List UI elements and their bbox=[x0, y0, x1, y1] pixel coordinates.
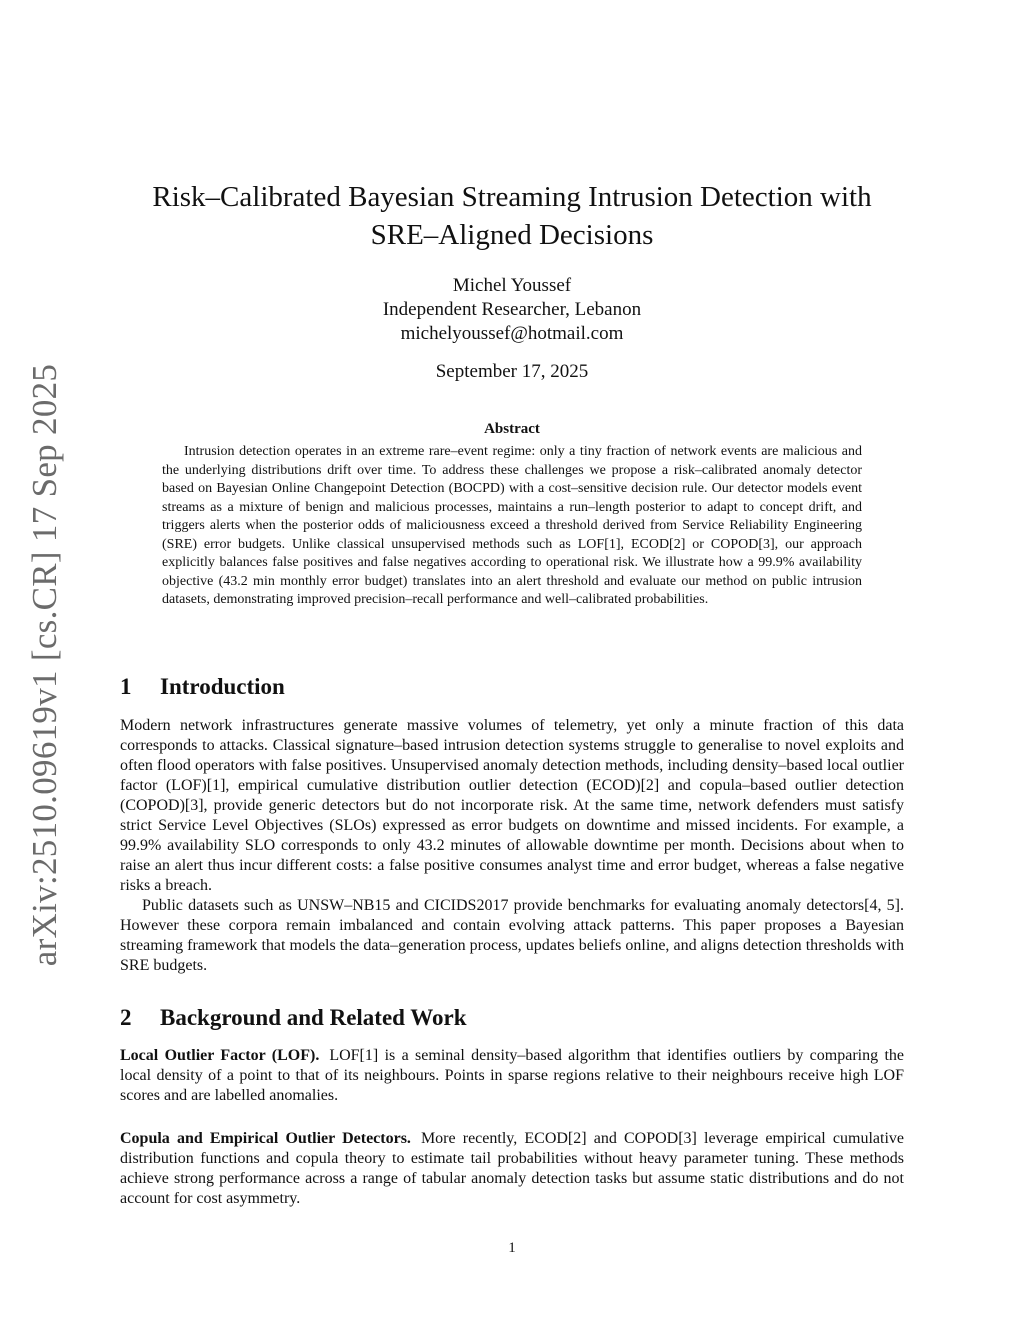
section-title: Background and Related Work bbox=[160, 1005, 467, 1030]
page-number: 1 bbox=[508, 1240, 516, 1256]
intro-paragraph-1: Modern network infrastructures generate massive volumes of telemetry, yet only a minute fraction of this data corresponds to attacks. Classical signature–based intrusion detection systems struggle to generalise to novel exploits and often flood operators with false positives. Unsupervised anomaly detection methods, including density–based local outlier factor (LOF)[1], empirical cumulative distribution outlier detection (ECOD)[2] and copula–based outlier detection (COPOD)[3], provide generic detectors but do not incorporate risk. At the same time, network defenders must satisfy strict Service Level Objectives (SLOs) expressed as error budgets on downtime and missed incidents. For example, a 99.9% availability SLO corresponds to only 43.2 minutes of allowable downtime per month. Decisions about when to raise an alert thus incur different costs: a false positive consumes analyst time and error budget, whereas a false negative risks a breach. bbox=[120, 717, 904, 894]
author-affiliation: Independent Researcher, Lebanon bbox=[382, 299, 642, 320]
copula-paragraph-title: Copula and Empirical Outlier Detectors. bbox=[120, 1130, 411, 1147]
arxiv-stamp bbox=[18, 363, 72, 967]
lof-paragraph bbox=[120, 1046, 904, 1106]
section-title: Introduction bbox=[160, 674, 285, 699]
section-heading-introduction bbox=[120, 673, 904, 701]
intro-paragraph-2: Public datasets such as UNSW–NB15 and CICIDS2017 provide benchmarks for evaluating anomaly detectors[4, 5]. However these corpora remain imbalanced and contain evolving attack patterns. This paper proposes a Bayesian streaming framework that models the data–generation process, updates beliefs online, and aligns detection thresholds with SRE budgets. bbox=[120, 897, 904, 974]
section-heading-background bbox=[120, 1004, 904, 1032]
arxiv-stamp-text: arXiv:2510.09619v1 [cs.CR] 17 Sep 2025 bbox=[25, 363, 65, 967]
paper-date: September 17, 2025 bbox=[435, 361, 589, 382]
author-name: Michel Youssef bbox=[452, 275, 572, 296]
copula-paragraph bbox=[120, 1129, 904, 1209]
abstract-heading: Abstract bbox=[484, 421, 540, 437]
author-block bbox=[120, 274, 904, 346]
paper-title: Risk–Calibrated Bayesian Streaming Intrusion Detection with SRE–Aligned Decisions bbox=[152, 181, 872, 251]
lof-paragraph-title: Local Outlier Factor (LOF). bbox=[120, 1047, 320, 1064]
author-email: michelyoussef@hotmail.com bbox=[400, 323, 624, 344]
section-number: 1 bbox=[120, 674, 132, 699]
copula-paragraph-text: More recently, ECOD[2] and COPOD[3] leverage empirical cumulative distribution functions and copula theory to estimate tail probabilities without heavy parameter tuning. These methods achieve strong performance across a range of tabular anomaly detection tasks but assume static distributions and do not account for cost asymmetry. bbox=[120, 1130, 904, 1207]
section-number: 2 bbox=[120, 1005, 132, 1030]
abstract-text: Intrusion detection operates in an extreme rare–event regime: only a tiny fraction of network events are malicious and the underlying distributions drift over time. To address these challenges we propose a risk–calibrated anomaly detector based on Bayesian Online Changepoint Detection (BOCPD) with a cost–sensitive decision rule. Our detector models event streams as a mixture of benign and malicious processes, maintains a run–length posterior to adapt to concept drift, and triggers alerts when the posterior odds of maliciousness exceed a threshold derived from Service Reliability Engineering (SRE) error budgets. Unlike classical unsupervised methods such as LOF[1], ECOD[2] or COPOD[3], our approach explicitly balances false positives and false negatives according to operational risk. We illustrate how a 99.9% availability objective (43.2 min monthly error budget) translates into an alert threshold and evaluate our method on public intrusion datasets, demonstrating improved precision–recall performance and well–calibrated probabilities. bbox=[162, 444, 862, 607]
lof-paragraph-text: LOF[1] is a seminal density–based algorithm that identifies outliers by comparing the local density of a point to that of its neighbours. Points in sparse regions relative to their neighbours receive high LOF scores and are labelled anomalies. bbox=[120, 1047, 904, 1104]
